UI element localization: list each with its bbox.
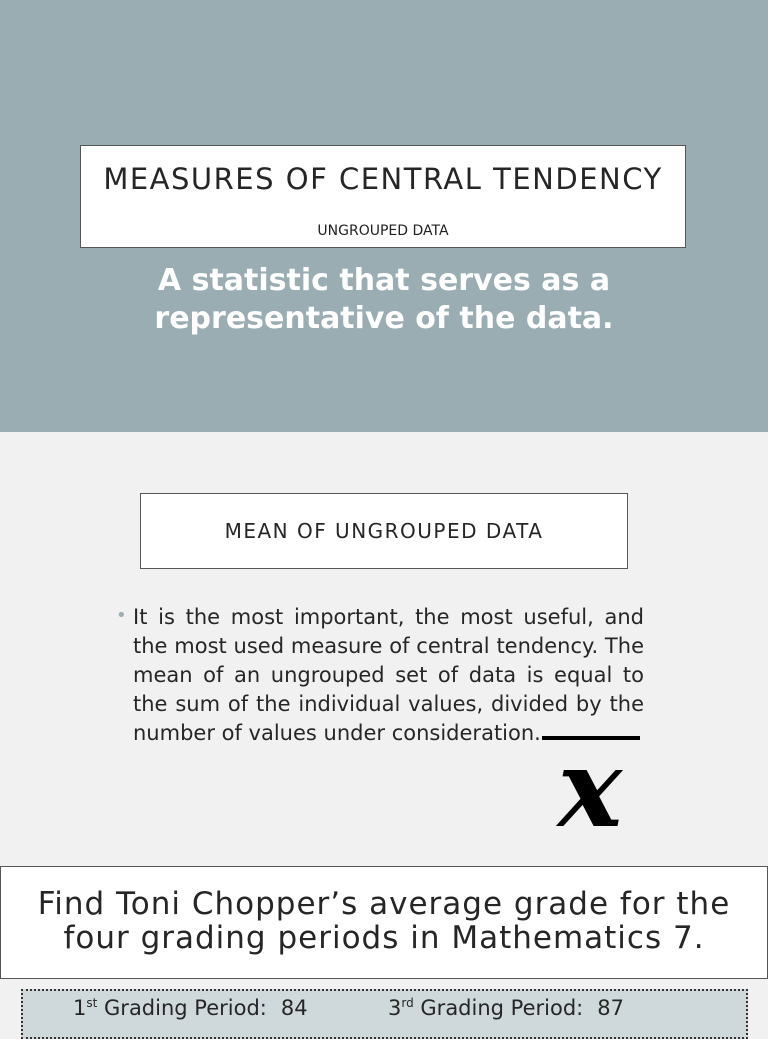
grade-item bbox=[388, 996, 624, 1020]
grade-value: 84 bbox=[280, 996, 308, 1020]
grade-label: Grading Period: bbox=[420, 996, 584, 1020]
slide-title-text: MEASURES OF CENTRAL TENDENCY bbox=[103, 162, 663, 196]
question-box bbox=[0, 866, 768, 979]
grade-number: 3 bbox=[388, 996, 402, 1020]
slide-title bbox=[0, 0, 768, 432]
title-box bbox=[80, 145, 686, 248]
question-text: Find Toni Chopper’s average grade for the four grading periods in Mathematics 7. bbox=[37, 886, 731, 956]
grade-value: 87 bbox=[597, 996, 624, 1020]
mean-heading-box bbox=[140, 493, 628, 569]
grade-suffix: st bbox=[86, 996, 98, 1010]
slide-subtitle-text: UNGROUPED DATA bbox=[317, 223, 449, 239]
x-bar-symbol bbox=[538, 732, 642, 842]
bullet-text: It is the most important, the most useful, and the most used measure of central tendency. The mean of an ungrouped set of data is equal to the sum of the individual values, divided by the number of values under consideration. bbox=[133, 605, 644, 745]
slide-problem bbox=[0, 866, 768, 1024]
slide-mean bbox=[0, 432, 768, 868]
grades-table bbox=[21, 989, 748, 1039]
x-bar-letter: x bbox=[557, 732, 623, 842]
grade-label: Grading Period: bbox=[104, 996, 267, 1020]
grade-number: 1 bbox=[73, 996, 87, 1020]
bullet-list bbox=[116, 603, 644, 748]
grade-item bbox=[73, 996, 308, 1020]
definition-statement: A statistic that serves as a representative of the data. bbox=[154, 263, 614, 336]
mean-heading-text: MEAN OF UNGROUPED DATA bbox=[224, 519, 544, 543]
grade-suffix: rd bbox=[401, 996, 414, 1010]
bullet-icon: • bbox=[116, 605, 127, 626]
